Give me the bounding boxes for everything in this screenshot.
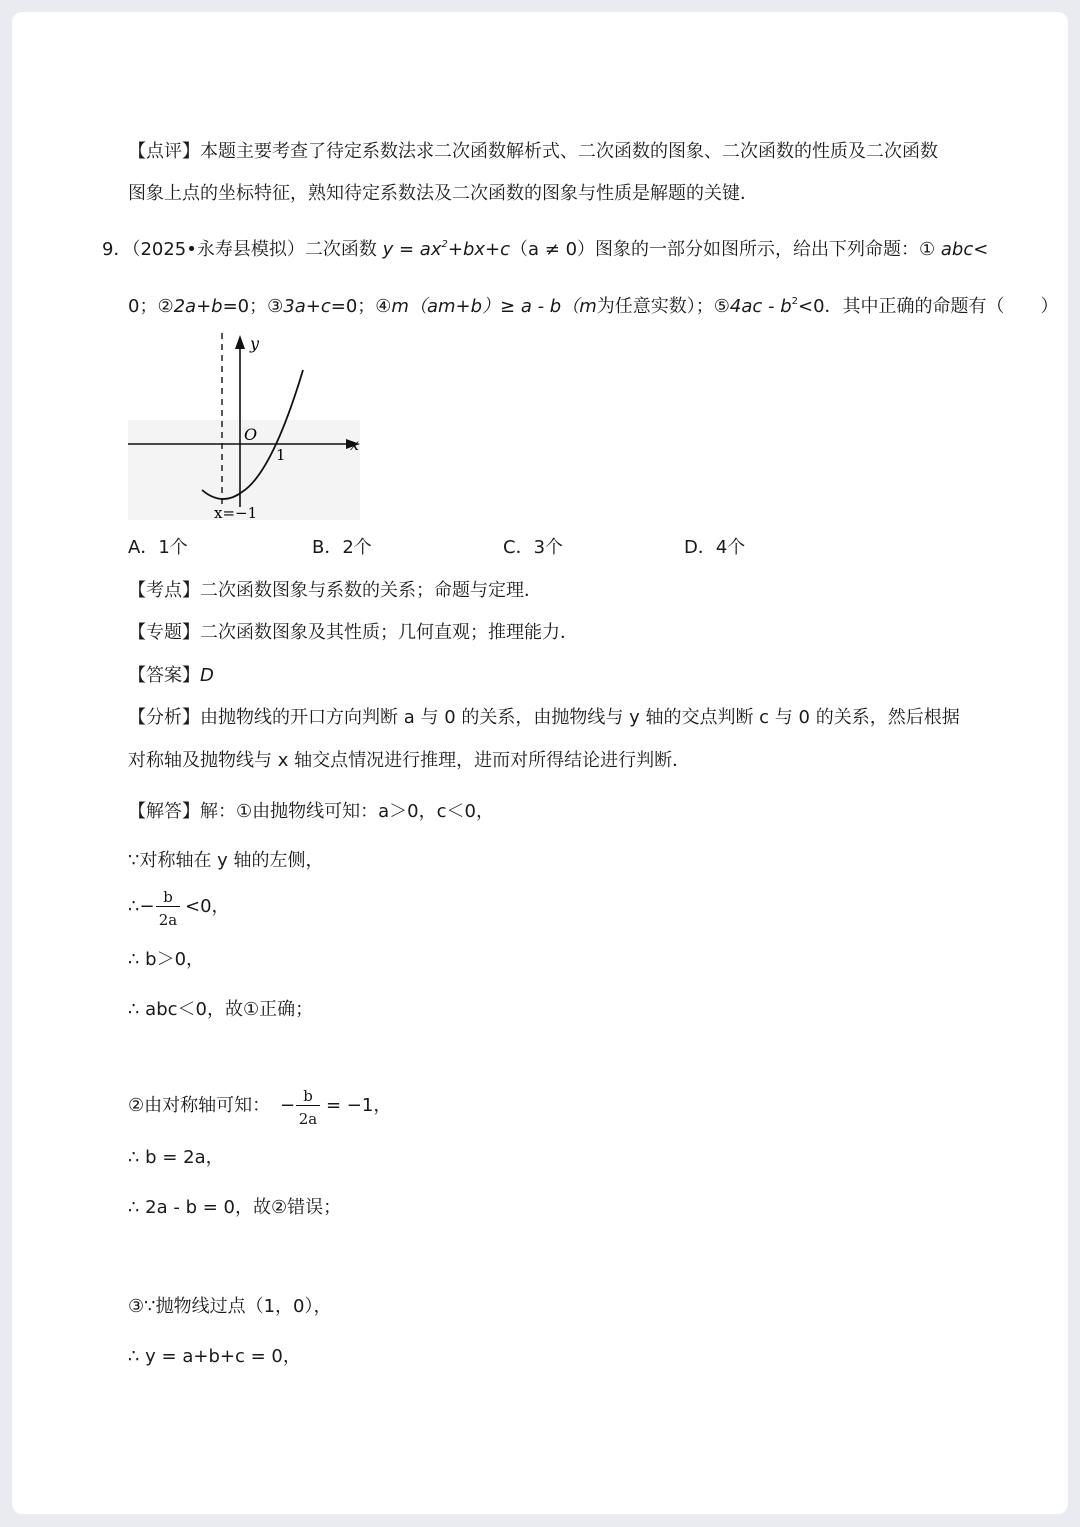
option-a: A．1个 bbox=[128, 537, 188, 558]
intercept-label: 1 bbox=[276, 446, 286, 464]
option-d: D．4个 bbox=[684, 537, 746, 558]
option-c: C．3个 bbox=[503, 537, 564, 558]
review-line-2: 图象上点的坐标特征，熟知待定系数法及二次函数的图象与性质是解题的关键． bbox=[128, 183, 758, 204]
solution-step-2: ∵对称轴在 y 轴的左侧， bbox=[128, 850, 324, 871]
review-line-1: 【点评】本题主要考查了待定系数法求二次函数解析式、二次函数的图象、二次函数的性质及二次函数 bbox=[128, 141, 938, 162]
question-line-1: 9．（2025•永寿县模拟）二次函数 $y = ax^2+bx+c(a \ne 0)$图象的一部分如图所示，给出下列命题：① abc< bbox=[102, 239, 989, 260]
condition-text: （a ≠ 0）图象的一部分如图所示，给出下列命题：① bbox=[510, 239, 936, 260]
origin-label: O bbox=[244, 425, 258, 444]
solution-step-10: ∴ y = a+b+c = 0， bbox=[128, 1346, 301, 1367]
option-b: B．2个 bbox=[312, 537, 372, 558]
proposition-1: abc bbox=[940, 239, 974, 260]
x-axis-label: x bbox=[350, 435, 360, 454]
analysis-line-1: 【分析】由抛物线的开口方向判断 a 与 0 的关系，由抛物线与 y 轴的交点判断 c 与 0 的关系，然后根据 bbox=[128, 707, 960, 728]
symmetry-axis-label: x=−1 bbox=[214, 504, 258, 522]
solution-step-4: ∴ b＞0， bbox=[128, 949, 205, 970]
analysis-line-2: 对称轴及抛物线与 x 轴交点情况进行推理，进而对所得结论进行判断． bbox=[128, 750, 691, 771]
question-source: （2025•永寿县模拟）二次函数 bbox=[131, 239, 377, 260]
y-axis-label: y bbox=[250, 334, 260, 353]
question-line-2: 0；②2a+b=0；③3a+c=0；④m（am+b）≥ a - b（m为任意实数）；⑤4ac - $b^2<0$．其中正确的命题有（ ） bbox=[128, 296, 1059, 317]
answer-line: 【答案】D bbox=[128, 665, 214, 686]
answer-value: D bbox=[200, 665, 214, 686]
parabola-figure bbox=[120, 325, 380, 525]
solution-step-9: ③∵抛物线过点（1，0）， bbox=[128, 1296, 332, 1317]
function-expression: $y = ax^2+bx+c$ bbox=[382, 239, 511, 260]
zhuanti-line: 【专题】二次函数图象及其性质；几何直观；推理能力． bbox=[128, 622, 578, 643]
kaodian-line: 【考点】二次函数图象与系数的关系；命题与定理． bbox=[128, 580, 542, 601]
solution-step-1: 【解答】解：①由抛物线可知：a＞0，c＜0， bbox=[128, 801, 494, 822]
solution-step-7: ∴ b = 2a， bbox=[128, 1147, 224, 1168]
y-axis-arrow-icon bbox=[235, 335, 245, 349]
question-number: 9． bbox=[102, 239, 132, 260]
solution-step-8: ∴ 2a - b = 0，故②错误； bbox=[128, 1197, 342, 1218]
solution-step-5: ∴ abc＜0，故①正确； bbox=[128, 999, 314, 1020]
